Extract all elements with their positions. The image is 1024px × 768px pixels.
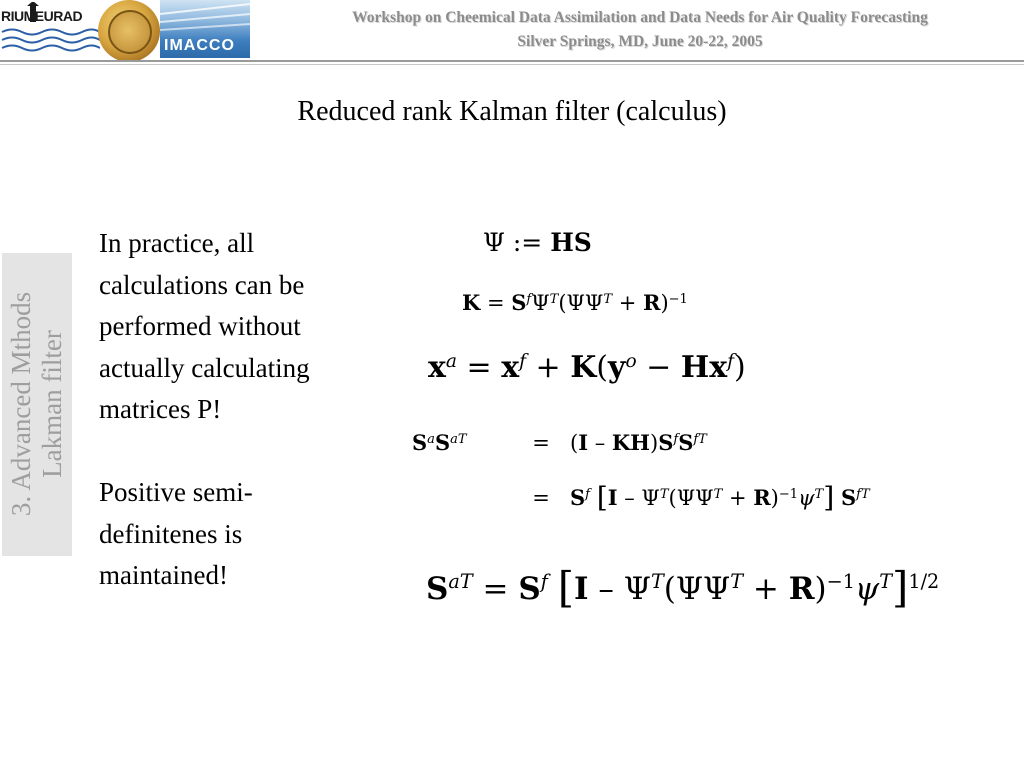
workshop-title: Workshop on Cheemical Data Assimilation and Data Needs for Air Quality Forecasting xyxy=(352,9,928,26)
imacco-logo xyxy=(160,0,250,58)
header-divider xyxy=(0,60,1024,62)
side-label-line2: Lakman filter xyxy=(37,330,67,478)
body-line: Positive semi- xyxy=(99,477,253,507)
workshop-location-date: Silver Springs, MD, June 20-22, 2005 xyxy=(517,33,763,50)
body-line: maintained! xyxy=(99,560,228,590)
equation-covariance-line1: $S^aS^{aT} = (I - KH)S^fS^{fT}$ xyxy=(412,430,707,455)
body-line: calculations can be xyxy=(99,269,305,300)
body-line: matrices P! xyxy=(99,394,222,424)
equation-psi-definition: Ψ := HS xyxy=(483,228,592,257)
imacco-logo-text: IMACCO xyxy=(164,37,235,54)
equation-square-root-update: $S^{aT} = S^f$ $[I - \Psi^T(\Psi\Psi^T + R)^{-1}\psi^T]^{1/2}$ xyxy=(426,563,940,613)
riumeurad-logo xyxy=(0,2,100,60)
header-divider-thin xyxy=(0,64,1024,65)
body-line: performed without xyxy=(99,311,301,341)
slide-body-text xyxy=(99,223,389,597)
body-line: actually calculating xyxy=(99,352,310,383)
section-side-label xyxy=(6,254,68,554)
equation-covariance-line2: = $S^f$ $[I - \Psi^T(\Psi\Psi^T + R)^{-1}\psi^T]$ $S^{fT}$ xyxy=(532,481,870,515)
riumeurad-logo-text: RIUMEURAD xyxy=(1,8,83,24)
university-seal-icon xyxy=(98,0,160,62)
body-line: definitenes is xyxy=(99,518,243,549)
equation-kalman-gain: $K = S^f\Psi^T(\Psi\Psi^T + R)^{-1}$ xyxy=(462,290,688,315)
equation-analysis-update: $x^a = x^f + K(y^o - Hx^f)$ xyxy=(428,350,746,385)
body-line: In practice, all xyxy=(99,228,255,258)
slide-header xyxy=(0,0,1024,66)
side-label-line1: 3. Advanced Mthods xyxy=(6,291,36,517)
slide-title: Reduced rank Kalman filter (calculus) xyxy=(297,96,727,127)
